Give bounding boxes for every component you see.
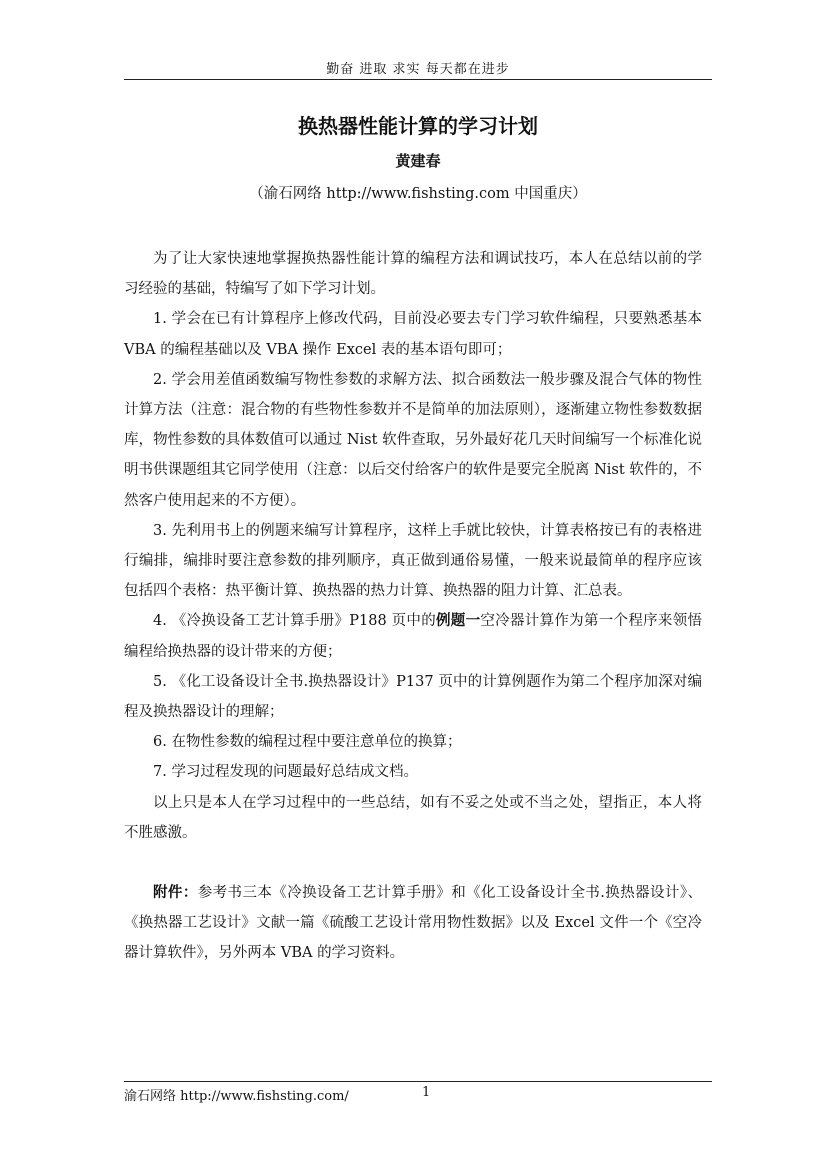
footer-divider [124, 1081, 712, 1082]
closing-paragraph: 以上只是本人在学习过程中的一些总结，如有不妥之处或不当之处，望指正，本人将不胜感激。 [124, 794, 702, 841]
page-number: 1 [422, 1085, 431, 1100]
page-header: 勤奋 进取 求实 每天都在进步 [326, 62, 510, 77]
attachment-paragraph [124, 878, 702, 969]
author-name: 黄建春 [395, 152, 441, 170]
plan-item-4-text-end: 空冷器计算作为第一个程序来领悟编程给换热器的设计带来的方便； [124, 613, 703, 660]
attachment-text: 参考书三本《冷换设备工艺计算手册》和《化工设备设计全书.换热器设计》、《换热器工艺设计》文献一篇《硫酸工艺设计常用物性数据》以及 Excel 文件一个《空冷器计算软件》，另外两本 VBA 的学习资料。 [124, 885, 703, 962]
plan-item-4 [124, 606, 702, 666]
document-title: 换热器性能计算的学习计划 [298, 114, 538, 138]
plan-item-4-text-start: 4. 《冷换设备工艺计算手册》P188 页中的 [153, 613, 436, 630]
plan-item-6: 6. 在物性参数的编程过程中要注意单位的换算； [153, 734, 462, 751]
footer-text: 渝石网络 http://www.fishsting.com/ [124, 1089, 349, 1104]
plan-item-5: 5. 《化工设备设计全书.换热器设计》P137 页中的计算例题作为第二个程序加深对编程及换热器设计的理解； [124, 673, 702, 721]
plan-item-1: 1. 学会在已有计算程序上修改代码，目前没必要去专门学习软件编程，只要熟悉基本 VBA 的编程基础以及 VBA 操作 Excel 表的基本语句即可； [124, 311, 702, 358]
plan-item-7: 7. 学习过程发现的问题最好总结成文档。 [153, 764, 418, 781]
plan-item-4-emphasis: 例题一 [436, 612, 481, 630]
plan-item-2: 2. 学会用差值函数编写物性参数的求解方法、拟合函数法一般步骤及混合气体的物性计算方法（注意：混合物的有些物性参数并不是简单的加法原则），逐渐建立物性参数数据库，物性参数的具体数值可以通过 Nist 软件查取，另外最好花几天时间编写一个标准化说明书供课题组其它同学使用（注意：以后交付给客户的软件是要完全脱离 Nist 软件的，不然客户使用起来的不方便）。 [124, 371, 702, 509]
plan-item-3: 3. 先利用书上的例题来编写计算程序，这样上手就比较快，计算表格按已有的表格进行编排，编排时要注意参数的排列顺序，真正做到通俗易懂，一般来说最简单的程序应该包括四个表格：热平衡计算、换热器的热力计算、换热器的阻力计算、汇总表。 [124, 522, 702, 600]
intro-paragraph: 为了让大家快速地掌握换热器性能计算的编程方法和调试技巧，本人在总结以前的学习经验的基础，特编写了如下学习计划。 [124, 251, 702, 298]
header-divider [124, 79, 712, 80]
attachment-label: 附件： [153, 884, 198, 902]
document-body [124, 244, 702, 969]
author-affiliation: （渝石网络 http://www.fishsting.com 中国重庆） [249, 186, 587, 202]
